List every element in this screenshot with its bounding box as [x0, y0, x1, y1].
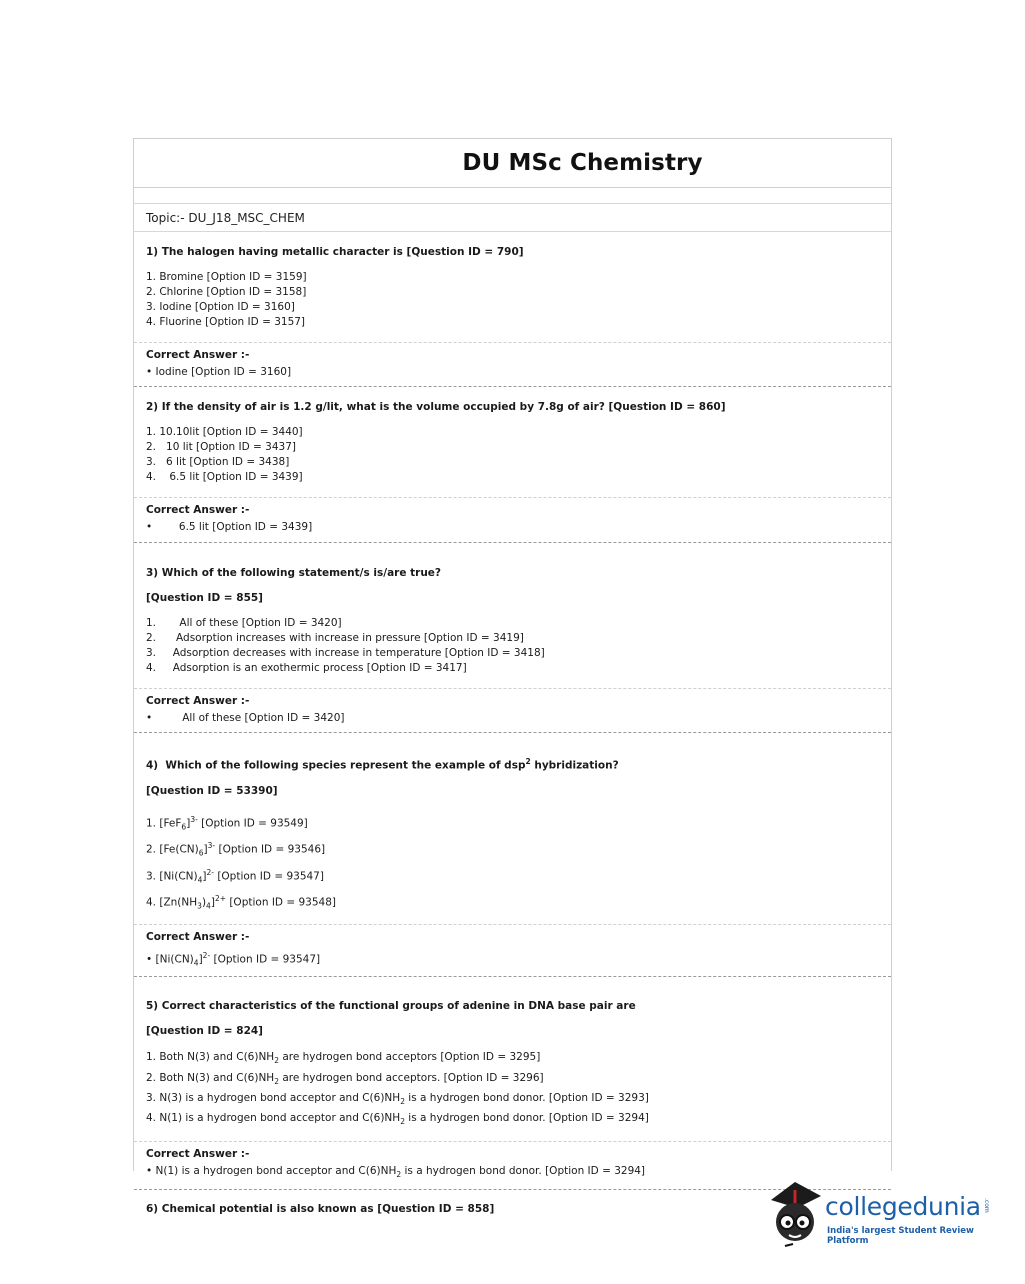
question-5	[134, 977, 891, 1129]
correct-answer-label: Correct Answer :-	[146, 1147, 250, 1160]
correct-answer-label: Correct Answer :-	[146, 695, 250, 707]
option: 4. 6.5 lit [Option ID = 3439]	[146, 471, 303, 483]
correct-answer-value: • Iodine [Option ID = 3160]	[146, 366, 292, 378]
option: 1. Bromine [Option ID = 3159]	[146, 271, 307, 283]
option: 1. Both N(3) and $C(6)NH_2$ are hydrogen bond acceptors [Option ID = 3295]	[146, 1051, 541, 1066]
correct-answer-label: Correct Answer :-	[146, 930, 250, 943]
option: 2. Both N(3) and $C(6)NH_2$ are hydrogen bond acceptors. [Option ID = 3296]	[146, 1071, 544, 1086]
correct-answer-value: • N(1) is a hydrogen bond acceptor and $C(6)NH_2$ is a hydrogen bond donor. [Option ID = 3294]	[146, 1164, 646, 1179]
question-id: [Question ID = 824]	[146, 1025, 263, 1038]
option: 4. Adsorption is an exothermic process [Option ID = 3417]	[146, 662, 467, 674]
question-title: 6) Chemical potential is also known as [Question ID = 858]	[146, 1202, 495, 1215]
question-3	[134, 543, 891, 676]
question-title: 3) Which of the following statement/s is/are true?	[146, 567, 442, 579]
options-list	[146, 270, 891, 330]
question-id: [Question ID = 53390]	[146, 784, 278, 797]
option: 1. All of these [Option ID = 3420]	[146, 617, 342, 629]
option: 1. $[FeF_6]^{3-}$ [Option ID = 93549]	[146, 814, 308, 832]
question-4	[134, 733, 891, 916]
collegedunia-logo	[765, 1178, 1000, 1248]
correct-answer-label: Correct Answer :-	[146, 349, 250, 361]
option: 3. N(3) is a hydrogen bond acceptor and $C(6)NH_2$ is a hydrogen bond donor. [Option ID = 3293]	[146, 1091, 649, 1106]
superscript: 2	[525, 757, 531, 766]
question-2	[134, 387, 891, 485]
correct-answer-value: • All of these [Option ID = 3420]	[146, 712, 345, 724]
option: 3. Adsorption decreases with increase in temperature [Option ID = 3418]	[146, 647, 545, 659]
question-text-end: hybridization?	[530, 759, 619, 772]
page-title: DU MSc Chemistry	[462, 150, 703, 176]
correct-answer	[134, 924, 891, 977]
options-list	[146, 616, 891, 676]
question-title: 2) If the density of air is 1.2 g/lit, what is the volume occupied by 7.8g of air? [Question ID = 860]	[146, 401, 726, 413]
options-list	[146, 810, 891, 916]
question-1	[134, 232, 891, 330]
option: 4. $[Zn(NH_3)_4]^{2+}$ [Option ID = 93548]	[146, 894, 336, 911]
topic-label: Topic:- DU_J18_MSC_CHEM	[134, 204, 891, 232]
question-paper	[133, 138, 892, 1215]
question-id: [Question ID = 855]	[146, 592, 263, 604]
logo-tagline: India's largest Student Review Platform	[827, 1226, 974, 1246]
correct-answer	[134, 688, 891, 732]
question-title	[146, 755, 891, 773]
option: 2. Chlorine [Option ID = 3158]	[146, 286, 307, 298]
spacer-row	[134, 188, 891, 204]
option: 3. Iodine [Option ID = 3160]	[146, 301, 295, 313]
option: 3. 6 lit [Option ID = 3438]	[146, 456, 290, 468]
question-text: Which of the following species represent the example of dsp	[165, 759, 526, 772]
logo-dotcom: .com	[983, 1198, 990, 1213]
correct-answer	[134, 342, 891, 386]
options-list	[146, 1049, 891, 1129]
logo-wordmark: collegedunia	[825, 1192, 981, 1221]
option: 3. $[Ni(CN)_4]^{2-}$ [Option ID = 93547]	[146, 867, 324, 885]
question-number: 4)	[146, 759, 159, 772]
option: 2. 10 lit [Option ID = 3437]	[146, 441, 296, 453]
mascot-icon	[765, 1178, 825, 1248]
option: 1. 10.10lit [Option ID = 3440]	[146, 426, 303, 438]
title-row	[134, 139, 891, 188]
options-list	[146, 425, 891, 485]
correct-answer-value: • $[Ni(CN)_4]^{2-}$ [Option ID = 93547]	[146, 950, 321, 968]
correct-answer-label: Correct Answer :-	[146, 504, 250, 516]
question-title: 5) Correct characteristics of the functional groups of adenine in DNA base pair are	[146, 1000, 636, 1013]
question-title: 1) The halogen having metallic character is [Question ID = 790]	[146, 246, 524, 258]
correct-answer-value: • 6.5 lit [Option ID = 3439]	[146, 521, 313, 533]
correct-answer	[134, 497, 891, 542]
option: 4. Fluorine [Option ID = 3157]	[146, 316, 306, 328]
option: 2. Adsorption increases with increase in pressure [Option ID = 3419]	[146, 632, 524, 644]
option: 4. N(1) is a hydrogen bond acceptor and $C(6)NH_2$ is a hydrogen bond donor. [Option ID = 3294]	[146, 1111, 649, 1126]
option: 2. $[Fe(CN)_6]^{3-}$ [Option ID = 93546]	[146, 841, 326, 858]
